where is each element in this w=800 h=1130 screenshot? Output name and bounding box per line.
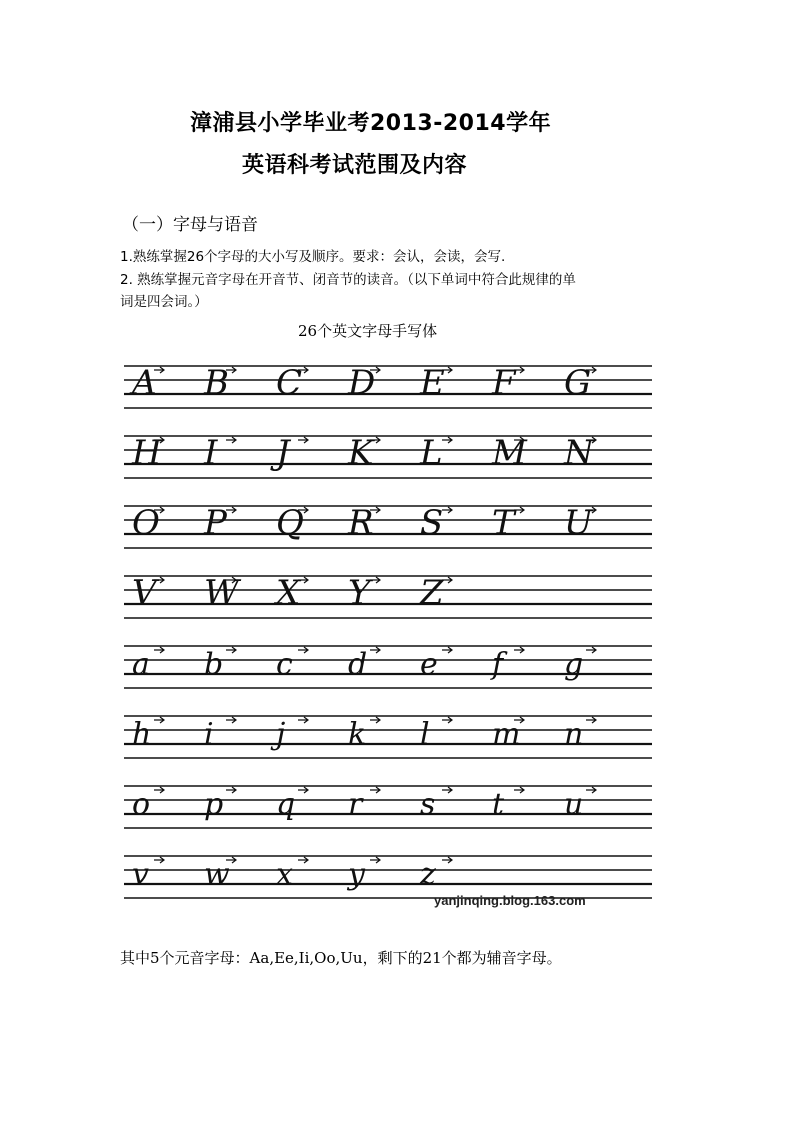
- requirement-item-2-continued: 词是四会词。）: [120, 294, 208, 310]
- handwritten-letter: S: [420, 503, 444, 543]
- handwritten-letter: d: [348, 647, 368, 682]
- handwritten-letter: D: [348, 363, 376, 403]
- stroke-order-arrow-icon: [370, 577, 380, 583]
- handwritten-letter: H: [132, 433, 162, 473]
- stroke-order-arrow-icon: [226, 647, 236, 653]
- stroke-order-arrow-icon: [298, 857, 308, 863]
- stroke-order-arrow-icon: [442, 857, 452, 863]
- handwritten-letter: R: [348, 503, 374, 543]
- handwritten-letter: o: [132, 787, 151, 822]
- handwritten-letter: Y: [348, 573, 371, 613]
- handwritten-letter: l: [420, 717, 430, 752]
- handwritten-letter: K: [348, 433, 374, 473]
- handwritten-letter: Z: [420, 573, 444, 613]
- stroke-order-arrow-icon: [226, 717, 236, 723]
- handwritten-letter: a: [132, 647, 150, 682]
- watermark: yanjinqing.blog.163.com: [434, 893, 586, 908]
- handwritten-letter: k: [348, 717, 367, 752]
- handwritten-letter: O: [132, 503, 160, 543]
- handwritten-letter: F: [492, 363, 516, 403]
- stroke-order-arrow-icon: [370, 857, 380, 863]
- stroke-order-arrow-icon: [442, 437, 452, 443]
- stroke-order-arrow-icon: [514, 507, 524, 513]
- handwritten-letter: z: [420, 857, 436, 892]
- handwritten-letter: I: [204, 433, 218, 473]
- stroke-order-arrow-icon: [586, 717, 596, 723]
- requirement-item-1: 1.熟练掌握26个字母的大小写及顺序。要求：会认，会读，会写.: [120, 249, 506, 265]
- stroke-order-arrow-icon: [442, 717, 452, 723]
- handwritten-letter: B: [204, 363, 229, 403]
- section-heading: （一）字母与语音: [122, 215, 258, 235]
- handwriting-letters-figure: [120, 352, 660, 912]
- stroke-order-arrow-icon: [154, 647, 164, 653]
- handwritten-letter: M: [492, 433, 527, 473]
- handwritten-letter: h: [132, 717, 152, 752]
- requirement-item-2: 2. 熟练掌握元音字母在开音节、闭音节的读音。（以下单词中符合此规律的单: [120, 272, 576, 288]
- document-title: 漳浦县小学毕业考2013-2014学年: [190, 111, 552, 136]
- handwritten-letter: p: [204, 787, 224, 822]
- handwritten-letter: P: [204, 503, 227, 543]
- stroke-order-arrow-icon: [298, 717, 308, 723]
- handwritten-letter: V: [132, 573, 157, 613]
- handwritten-letter: i: [204, 717, 214, 752]
- handwritten-letter: N: [564, 433, 594, 473]
- stroke-order-arrow-icon: [154, 787, 164, 793]
- vowel-note: 其中5个元音字母：Aa,Ee,Ii,Oo,Uu，剩下的21个都为辅音字母。: [120, 949, 562, 967]
- handwritten-letter: v: [132, 857, 149, 892]
- stroke-order-arrow-icon: [298, 787, 308, 793]
- stroke-order-arrow-icon: [154, 717, 164, 723]
- handwritten-letter: A: [132, 363, 157, 403]
- handwritten-letter: t: [492, 787, 505, 822]
- stroke-order-arrow-icon: [514, 647, 524, 653]
- handwritten-letter: w: [204, 857, 230, 892]
- handwritten-letter: Q: [276, 503, 304, 543]
- figure-title: 26个英文字母手写体: [298, 322, 438, 340]
- stroke-order-arrow-icon: [442, 647, 452, 653]
- handwritten-letter: r: [348, 787, 363, 822]
- stroke-order-arrow-icon: [370, 787, 380, 793]
- handwritten-letter: u: [564, 787, 584, 822]
- handwritten-letter: s: [420, 787, 436, 822]
- handwritten-letter: U: [564, 503, 593, 543]
- stroke-order-arrow-icon: [298, 647, 308, 653]
- handwritten-letter: e: [420, 647, 438, 682]
- stroke-order-arrow-icon: [514, 787, 524, 793]
- handwritten-letter: y: [348, 857, 365, 892]
- stroke-order-arrow-icon: [442, 787, 452, 793]
- stroke-order-arrow-icon: [442, 507, 452, 513]
- handwritten-letter: G: [564, 363, 592, 403]
- stroke-order-arrow-icon: [586, 647, 596, 653]
- handwritten-letter: j: [276, 717, 286, 752]
- stroke-order-arrow-icon: [370, 647, 380, 653]
- handwritten-letter: C: [276, 363, 303, 403]
- stroke-order-arrow-icon: [226, 437, 236, 443]
- handwritten-letter: m: [492, 717, 521, 752]
- handwritten-letter: q: [276, 787, 296, 822]
- stroke-order-arrow-icon: [154, 857, 164, 863]
- handwritten-letter: b: [204, 647, 224, 682]
- stroke-order-arrow-icon: [370, 717, 380, 723]
- document-subtitle: 英语科考试范围及内容: [242, 153, 468, 178]
- stroke-order-arrow-icon: [226, 507, 236, 513]
- handwritten-letter: x: [276, 857, 293, 892]
- handwritten-letter: E: [420, 363, 445, 403]
- stroke-order-arrow-icon: [226, 787, 236, 793]
- handwritten-letter: X: [276, 573, 301, 613]
- stroke-order-arrow-icon: [298, 437, 308, 443]
- stroke-order-arrow-icon: [586, 787, 596, 793]
- handwritten-letter: T: [492, 503, 515, 543]
- handwritten-letter: f: [492, 647, 504, 682]
- handwritten-letter: W: [204, 573, 239, 613]
- handwritten-letter: n: [564, 717, 584, 752]
- handwritten-letter: J: [276, 433, 290, 473]
- handwritten-letter: L: [420, 433, 443, 473]
- handwritten-letter: g: [564, 647, 584, 682]
- handwritten-letter: c: [276, 647, 293, 682]
